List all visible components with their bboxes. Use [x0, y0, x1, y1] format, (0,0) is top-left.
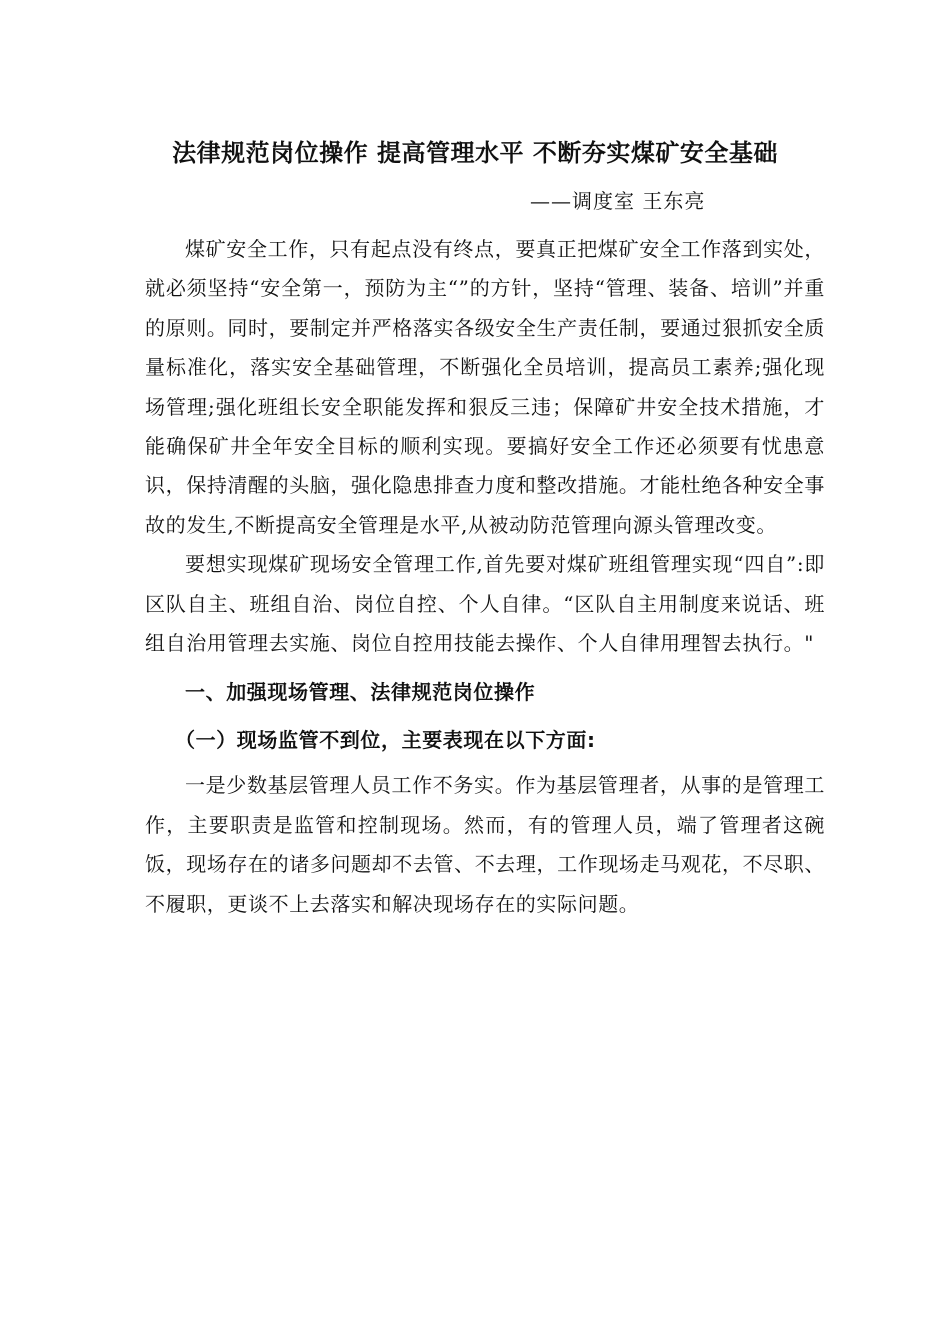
section-heading: 一、加强现场管理、法律规范岗位操作: [185, 680, 536, 705]
document-title: 法律规范岗位操作 提高管理水平 不断夯实煤矿安全基础: [172, 139, 778, 167]
subsection-paragraph: 一是少数基层管理人员工作不务实。作为基层管理者，从事的是管理工作，主要职责是监管和控制现场。然而，有的管理人员，端了管理者这碗饭，现场存在的诸多问题却不去管、不去理，工作现场走马观花，不尽职、不履职，更谈不上去落实和解决现场存在的实际问题。: [145, 773, 825, 916]
body-paragraph-1: 煤矿安全工作，只有起点没有终点，要真正把煤矿安全工作落到实处，就必须坚持“安全第一，预防为主“”的方针，坚持“管理、装备、培训”并重的原则。同时，要制定并严格落实各级安全生产责任制，要通过狠抓安全质量标准化，落实安全基础管理，不断强化全员培训，提高员工素养;强化现场管理;强化班组长安全职能发挥和狠反三违；保障矿井安全技术措施，才能确保矿井全年安全目标的顺利实现。要搞好安全工作还必须要有忧患意识，保持清醒的头脑，强化隐患排查力度和整改措施。才能杜绝各种安全事故的发生,不断提高安全管理是水平,从被动防范管理向源头管理改变。: [145, 237, 825, 537]
subsection-heading: （一）现场监管不到位，主要表现在以下方面:: [175, 727, 596, 752]
author-byline: ——调度室 王东亮: [530, 189, 706, 213]
document-body: [145, 230, 825, 924]
body-paragraph-2: 要想实现煤矿现场安全管理工作,首先要对煤矿班组管理实现“四自”:即区队自主、班组自治、岗位自控、个人自律。“区队自主用制度来说话、班组自治用管理去实施、岗位自控用技能去操作、个人自律用理智去执行。": [145, 552, 825, 656]
